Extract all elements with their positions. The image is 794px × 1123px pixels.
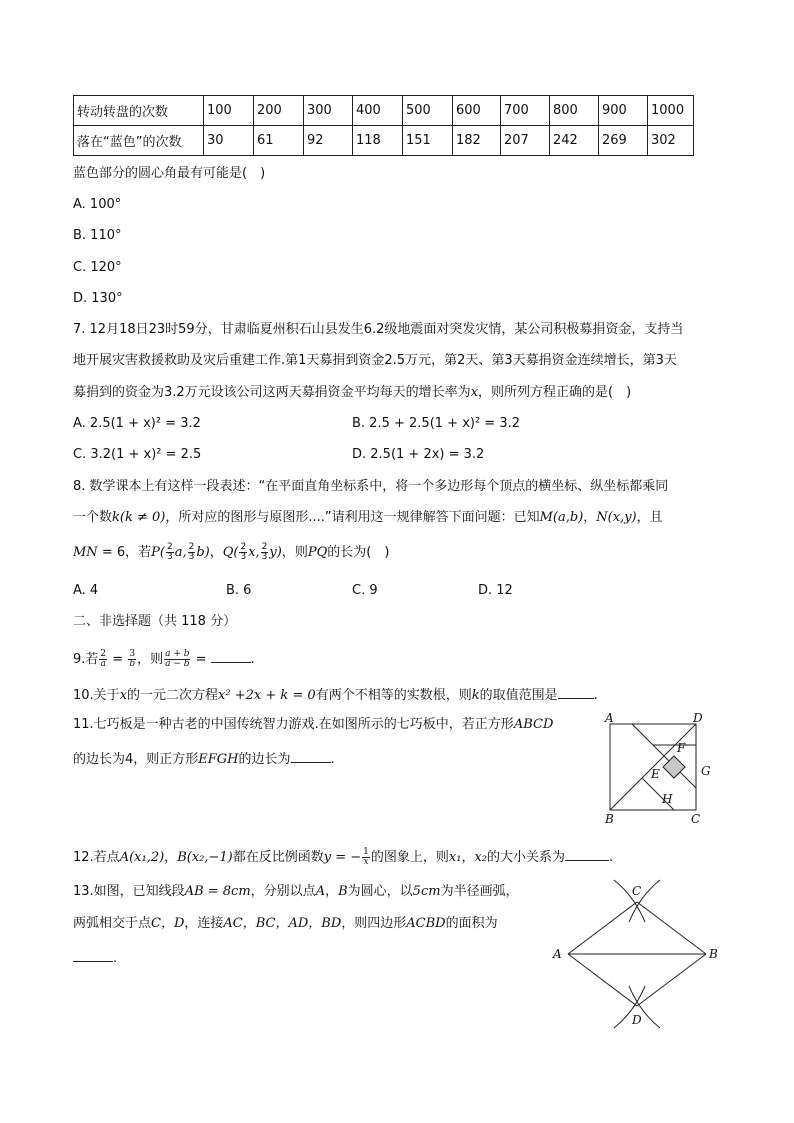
q8-option-a: A. 4: [73, 583, 99, 598]
tangram-figure: [600, 710, 720, 835]
table-cell: 302: [648, 126, 694, 156]
label-e: E: [651, 767, 660, 781]
answer-blank[interactable]: [565, 846, 609, 861]
q8-line2: 一个数k(k ≠ 0)，所对应的图形与原图形....”请利用这一规律解答下面问题：已知M(a,b)，N(x,y)，且: [73, 510, 663, 525]
table-cell: 100: [204, 96, 254, 126]
row-header: 转动转盘的次数: [74, 96, 204, 126]
q7-option-c: C. 3.2(1 + x)² = 2.5: [73, 447, 202, 462]
table-row: [74, 126, 694, 156]
q7-option-a: A. 2.5(1 + x)² = 3.2: [73, 416, 201, 431]
q10: 10.关于x的一元二次方程x² +2x + k = 0有两个不相等的实数根，则k的取值范围是 .: [73, 684, 598, 705]
label-c: C: [632, 884, 642, 898]
q6-option-b: B. 110°: [73, 228, 122, 243]
rhombus-figure: [550, 878, 725, 1030]
fraction: $\frac{2}{a}$: [100, 649, 107, 669]
q7-line1: 7. 12月18日23时59分，甘肃临夏州积石山县发生6.2级地震面对突发灾情，某公司积极募捐资金，支持当: [73, 322, 684, 337]
segment-bd: [637, 954, 706, 1006]
label-b: B: [605, 812, 614, 826]
q8-option-d: D. 12: [478, 583, 513, 598]
q7-line2: 地开展灾害救援救助及灾后重建工作.第1天募捐到资金2.5万元，第2天、第3天募捐资金连续增长，第3天: [73, 353, 677, 368]
q8-line3: MN = 6，若P( $\frac{2}{3}$ a, $\frac{2}{3}$ b)，Q( $\frac{2}{3}$ x, $\frac{2}{3}$ y)，则PQ的长为( ): [73, 542, 390, 562]
table-cell: 300: [304, 96, 353, 126]
label-d: D: [632, 1013, 642, 1027]
q6-stem: 蓝色部分的圆心角最有可能是( ): [73, 166, 266, 181]
answer-blank[interactable]: [558, 684, 594, 699]
q9: 9.若 $\frac{2}{a}$ = $\frac{3}{b}$ ，则 $\frac{a + b}{a - b}$ = .: [73, 649, 255, 669]
fraction: $\frac{2}{3}$: [240, 542, 247, 562]
table-cell: 500: [403, 96, 453, 126]
label-c: C: [691, 812, 701, 826]
q8-option-b: B. 6: [226, 583, 252, 598]
q6-option-d: D. 130°: [73, 291, 123, 306]
table-cell: 61: [254, 126, 304, 156]
fraction: $\frac{1}{x}$: [363, 847, 369, 867]
table-row: [74, 96, 694, 126]
table-cell: 269: [599, 126, 648, 156]
q6-option-a: A. 100°: [73, 197, 122, 212]
q13-line2: 两弧相交于点C，D，连接AC，BC，AD，BD，则四边形ACBD的面积为: [73, 916, 498, 931]
label-d: D: [693, 711, 703, 725]
square-efgh: [663, 756, 685, 778]
segment-bc: [637, 902, 706, 954]
table-cell: 200: [254, 96, 304, 126]
table-cell: 242: [550, 126, 599, 156]
answer-blank[interactable]: [211, 648, 251, 663]
table-cell: 700: [501, 96, 550, 126]
frequency-table: [73, 95, 694, 156]
table-cell: 92: [304, 126, 353, 156]
fraction: $\frac{a + b}{a - b}$: [165, 649, 190, 669]
answer-blank[interactable]: [73, 947, 113, 962]
table-cell: 30: [204, 126, 254, 156]
q13-line3: .: [73, 947, 117, 968]
fraction: $\frac{2}{3}$: [261, 542, 268, 562]
table-cell: 207: [501, 126, 550, 156]
q8-line1: 8. 数学课本上有这样一段表述：“在平面直角坐标系中，将一个多边形每个顶点的横坐标、纵坐标都乘同: [73, 479, 669, 494]
q13-line1: 13.如图，已知线段AB = 8cm，分别以点A，B为圆心，以5cm为半径画弧，: [73, 884, 519, 899]
q7-option-b: B. 2.5 + 2.5(1 + x)² = 3.2: [352, 416, 520, 431]
q12: 12.若点A(x₁,2)，B(x₂,−1)都在反比例函数y = − $\frac{1}{x}$ 的图象上，则x₁，x₂的大小关系为 .: [73, 847, 614, 867]
table-cell: 400: [353, 96, 403, 126]
fraction: $\frac{2}{3}$: [166, 542, 173, 562]
section-heading: 二、非选择题（共 118 分）: [73, 614, 237, 629]
q11-line2: 的边长为4，则正方形EFGH的边长为 .: [73, 748, 335, 769]
label-b: B: [709, 947, 718, 961]
q7-option-d: D. 2.5(1 + 2x) = 3.2: [352, 447, 485, 462]
table-cell: 182: [453, 126, 501, 156]
fraction: $\frac{2}{3}$: [188, 542, 195, 562]
table-cell: 151: [403, 126, 453, 156]
q7-line3: 募捐到的资金为3.2万元设该公司这两天募捐资金平均每天的增长率为x，则所列方程正确的是( ): [73, 385, 632, 400]
table-cell: 800: [550, 96, 599, 126]
segment-ac: [568, 902, 637, 954]
answer-blank[interactable]: [291, 748, 331, 763]
segment-ad: [568, 954, 637, 1006]
table-cell: 600: [453, 96, 501, 126]
row-header: 落在“蓝色”的次数: [74, 126, 204, 156]
label-f: F: [677, 741, 686, 755]
q6-option-c: C. 120°: [73, 260, 122, 275]
q8-option-c: C. 9: [352, 583, 378, 598]
q11-line1: 11.七巧板是一种古老的中国传统智力游戏.在如图所示的七巧板中，若正方形ABCD: [73, 717, 554, 732]
table-cell: 118: [353, 126, 403, 156]
label-g: G: [701, 764, 711, 778]
table-cell: 900: [599, 96, 648, 126]
fraction: $\frac{3}{b}$: [129, 649, 136, 669]
table-cell: 1000: [648, 96, 694, 126]
label-a: A: [553, 947, 562, 961]
label-a: A: [605, 711, 614, 725]
label-h: H: [662, 792, 673, 806]
